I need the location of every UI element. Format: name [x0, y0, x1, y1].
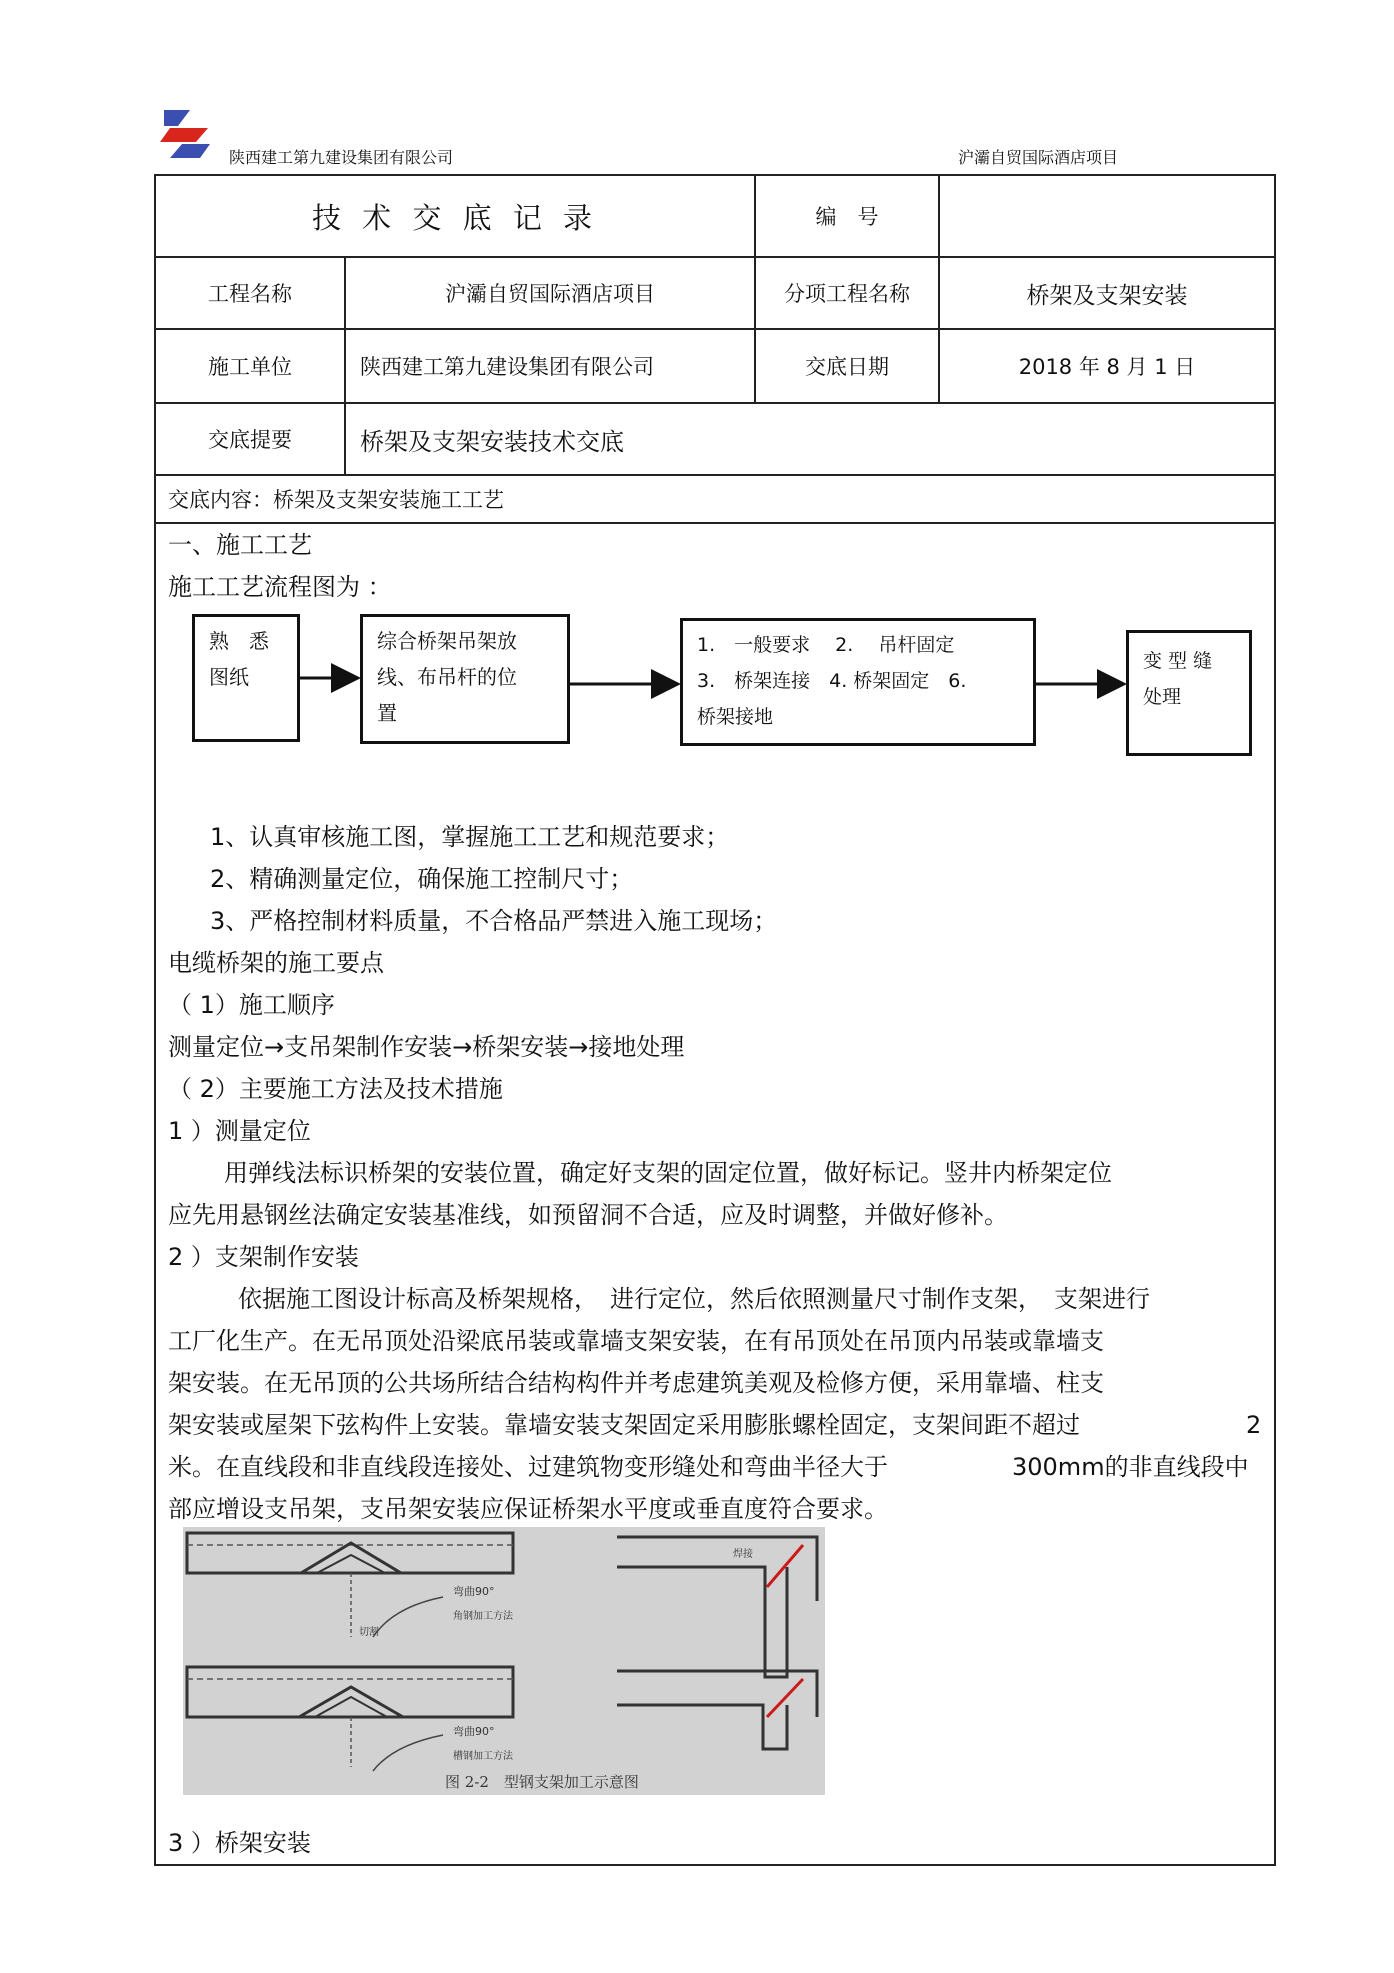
para-support-1: 依据施工图设计标高及桥架规格， 进行定位，然后依照测量尺寸制作支架， 支架进行: [238, 1285, 1150, 1313]
form-title: 技 术 交 底 记 录: [311, 200, 599, 235]
para-support-heading: 2 ）支架制作安装: [168, 1243, 359, 1271]
header-company: 陕西建工第九建设集团有限公司: [229, 148, 454, 167]
flow-box-install-line1: 1. 一般要求 2. 吊杆固定: [697, 634, 955, 656]
content-label: 交底内容：桥架及支架安装施工工艺: [168, 488, 504, 512]
section-heading: 一、施工工艺: [168, 531, 312, 559]
sub-project-label: 分项工程名称: [784, 282, 910, 306]
flow-box-install-line2: 3. 桥架连接 4. 桥架固定 6.: [697, 670, 967, 692]
number-label: 编 号: [815, 205, 879, 229]
flow-box-drawings-line1: 熟 悉: [209, 629, 269, 653]
figure-label-weld: 焊接: [733, 1549, 753, 1560]
project-name-label: 工程名称: [208, 282, 292, 306]
flow-box-drawings-line2: 图纸: [209, 665, 249, 689]
contractor-value: 陕西建工第九建设集团有限公司: [360, 355, 654, 379]
flow-box-joint-line2: 处理: [1143, 686, 1182, 708]
figure-label-channel: 槽钢加工方法: [453, 1751, 513, 1762]
para-material: 3、严格控制材料质量，不合格品严禁进入施工现场；: [210, 907, 778, 935]
para-support-4: 架安装或屋架下弦构件上安装。靠墙安装支架固定采用膨胀螺栓固定，支架间距不超过: [168, 1411, 1080, 1439]
para-support-5: 米。在直线段和非直线段连接处、过建筑物变形缝处和弯曲半径大于: [168, 1453, 888, 1481]
date-value: 2018 年 8 月 1 日: [1018, 355, 1196, 379]
project-name-value: 沪灞自贸国际酒店项目: [445, 282, 655, 306]
para-sequence-heading: （ 1）施工顺序: [168, 991, 335, 1019]
contractor-label: 施工单位: [208, 355, 292, 379]
figure-label-bend-1: 弯曲90°: [453, 1585, 495, 1598]
flow-box-joint-line1: 变 型 缝: [1143, 650, 1213, 672]
flow-intro: 施工工艺流程图为 ：: [168, 573, 392, 601]
figure-label-bend-2: 弯曲90°: [453, 1725, 495, 1738]
figure-label-cut: 切割: [359, 1627, 379, 1638]
flow-box-install-line3: 桥架接地: [697, 706, 774, 728]
flow-box-layout-line2: 线、布吊杆的位: [377, 665, 517, 689]
para-support-5-value: 300mm的非直线段中: [1012, 1453, 1249, 1481]
para-review-drawings: 1、认真审核施工图，掌握施工工艺和规范要求；: [210, 823, 730, 851]
date-label: 交底日期: [805, 355, 889, 379]
para-support-2: 工厂化生产。在无吊顶处沿梁底吊装或靠墙支架安装，在有吊顶处在吊顶内吊装或靠墙支: [168, 1327, 1104, 1355]
para-methods-heading: （ 2）主要施工方法及技术措施: [168, 1075, 503, 1103]
para-support-4-value: 2: [1246, 1411, 1262, 1439]
para-tray-install-heading: 3 ）桥架安装: [168, 1829, 311, 1857]
summary-label: 交底提要: [208, 428, 292, 452]
flow-arrows: [0, 0, 1394, 800]
flow-box-layout-line1: 综合桥架吊架放: [377, 629, 517, 653]
para-support-6: 部应增设支吊架，支吊架安装应保证桥架水平度或垂直度符合要求。: [168, 1495, 888, 1523]
flow-box-layout-line3: 置: [377, 701, 397, 725]
para-survey-2: 应先用悬钢丝法确定安装基准线，如预留洞不合适，应及时调整，并做好修补。: [168, 1201, 1008, 1229]
para-survey-1: 用弹线法标识桥架的安装位置，确定好支架的固定位置，做好标记。竖井内桥架定位: [224, 1159, 1112, 1187]
figure-label-angle: 角钢加工方法: [453, 1611, 513, 1622]
header-project: 沪灞自贸国际酒店项目: [958, 148, 1119, 167]
para-support-3: 架安装。在无吊顶的公共场所结合结构构件并考虑建筑美观及检修方便，采用靠墙、柱支: [168, 1369, 1104, 1397]
para-measure: 2、精确测量定位，确保施工控制尺寸；: [210, 865, 634, 893]
summary-value: 桥架及支架安装技术交底: [360, 427, 624, 456]
support-fabrication-figure: [183, 1527, 825, 1795]
figure-caption: 图 2-2 型钢支架加工示意图: [445, 1773, 639, 1791]
para-sequence: 测量定位→支吊架制作安装→桥架安装→接地处理: [168, 1033, 685, 1061]
para-key-points: 电缆桥架的施工要点: [168, 949, 384, 977]
para-survey-heading: 1 ）测量定位: [168, 1117, 311, 1145]
sub-project-value: 桥架及支架安装: [1026, 282, 1188, 309]
